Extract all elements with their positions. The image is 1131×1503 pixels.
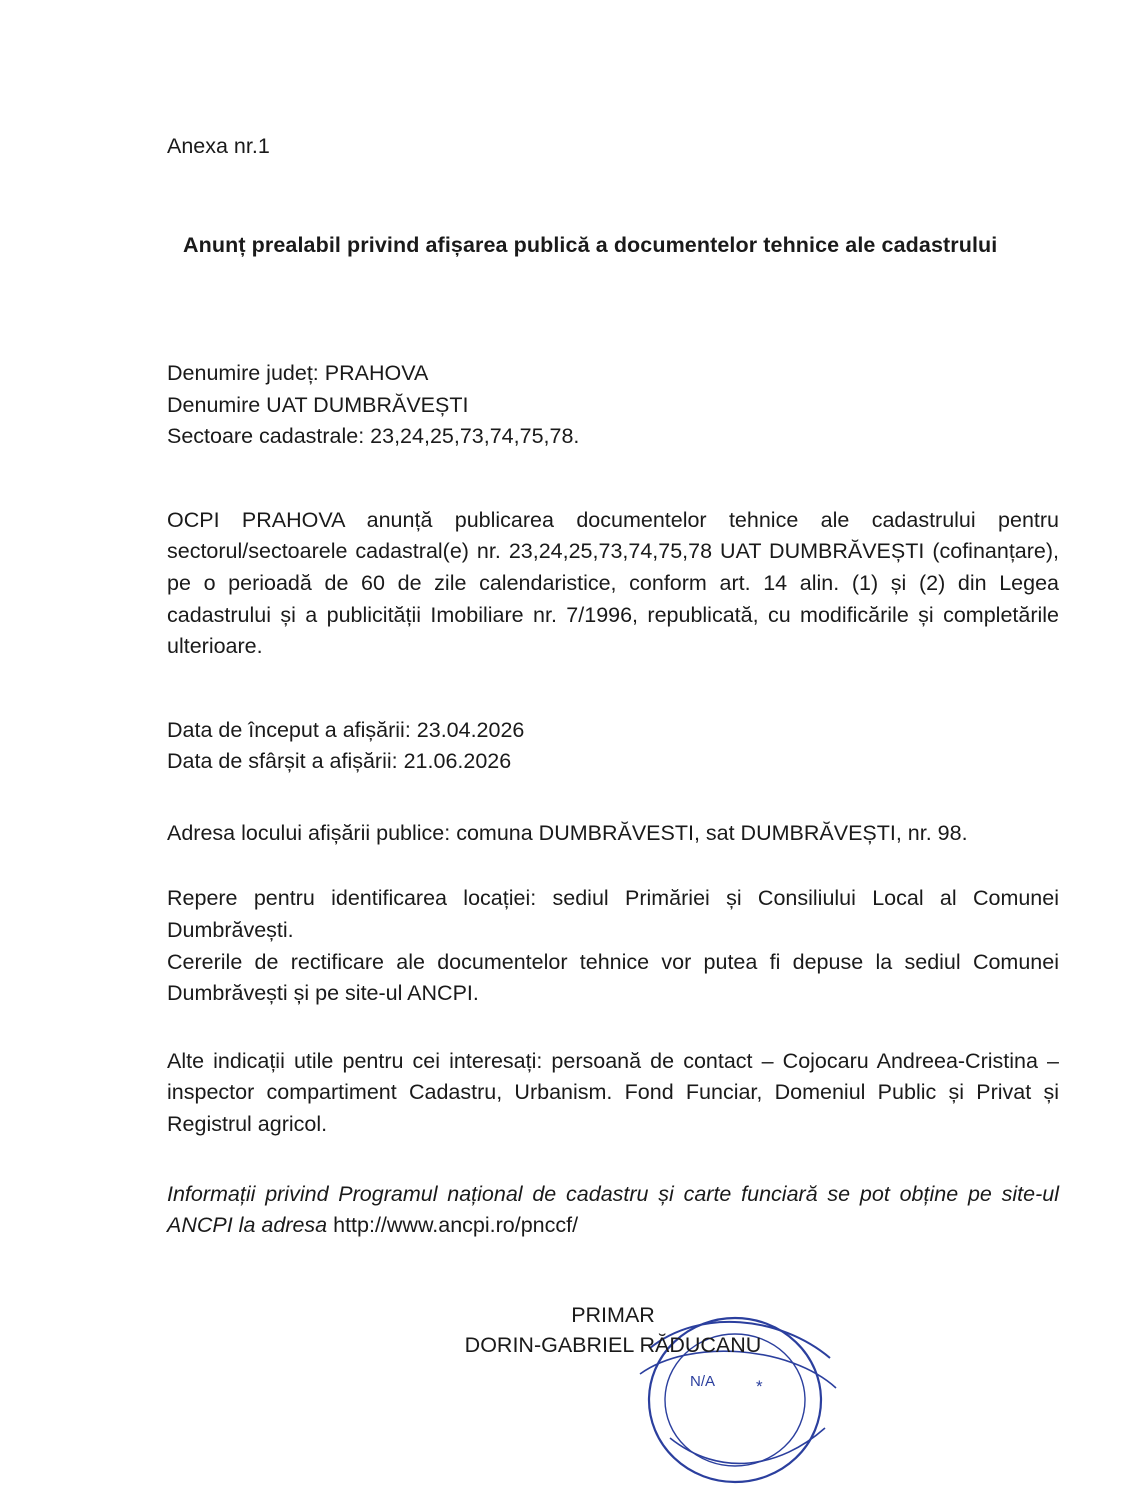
svg-text:*: *: [756, 1377, 763, 1396]
other-info-paragraph: Alte indicații utile pentru cei interesați: persoană de contact – Cojocaru Andreea-Cristina – inspector compartiment Cadastru, Urbanism. Fond Funciar, Domeniul Public și Privat și Registrul agricol.: [167, 1048, 1059, 1137]
display-dates-block: [167, 715, 1059, 778]
main-paragraph: OCPI PRAHOVA anunță publicarea documentelor tehnice ale cadastrului pentru sectorul/sectoarele cadastral(e) nr. 23,24,25,73,74,75,78 UAT DUMBRĂVEȘTI (cofinanțare), pe o perioadă de 60 de zile calendaristice, conform art. 14 alin. (1) și (2) din Legea cadastrului și a publicității Imobiliare nr. 7/1996, republicată, cu modificările și completările ulterioare.: [167, 507, 1059, 659]
document-title: Anunț prealabil privind afișarea publică a documentelor tehnice ale cadastrului: [183, 232, 998, 257]
stamp-text: N/A: [690, 1373, 716, 1390]
annex-label: Anexa nr.1: [167, 134, 270, 158]
uat-line: Denumire UAT DUMBRĂVEȘTI: [167, 392, 469, 417]
identification-block: [167, 358, 1059, 453]
start-date-line: Data de început a afișării: 23.04.2026: [167, 717, 525, 742]
address-paragraph: Adresa locului afișării publice: comuna DUMBRĂVESTI, sat DUMBRĂVEȘTI, nr. 98.: [167, 820, 968, 845]
landmarks-paragraph: Repere pentru identificarea locației: sediul Primăriei și Consiliului Local al Comunei Dumbrăvești.: [167, 886, 1059, 943]
sectors-line: Sectoare cadastrale: 23,24,25,73,74,75,78.: [167, 424, 580, 449]
ancpi-info-italic: Informații privind Programul național de cadastru și carte funciară se pot obține pe site-ul ANCPI la adresa: [167, 1181, 1059, 1238]
document-body: [167, 0, 1059, 1242]
ancpi-url[interactable]: http://www.ancpi.ro/pnccf/: [333, 1213, 579, 1238]
ancpi-info-paragraph: [167, 1179, 1059, 1242]
signature-name: DORIN-GABRIEL RĂDUCANU: [464, 1333, 762, 1358]
signature-block: [167, 1300, 1059, 1360]
requests-paragraph: Cererile de rectificare ale documentelor tehnice vor putea fi depuse la sediul Comunei Dumbrăvești și pe site-ul ANCPI.: [167, 949, 1059, 1006]
signature-role: PRIMAR: [571, 1303, 655, 1327]
county-line: Denumire județ: PRAHOVA: [167, 360, 429, 385]
end-date-line: Data de sfârșit a afișării: 21.06.2026: [167, 749, 512, 774]
